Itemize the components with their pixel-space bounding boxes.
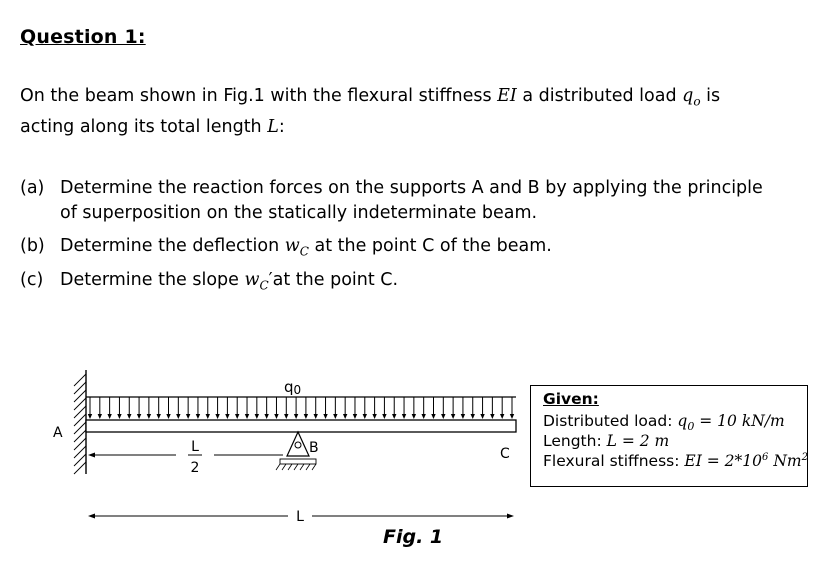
given-length-value: = 2 m [616,432,670,450]
load-arrow-head [382,414,386,419]
load-arrow-head [461,414,465,419]
given-stiffness-value: = 2*10 [701,452,763,471]
ei-symbol: EI [497,86,517,106]
part-c-wsub: C [259,278,269,293]
part-c-post: at the point C. [272,270,399,290]
load-arrow-head [176,414,180,419]
load-arrow-head [186,414,190,419]
intro-text-5: : [278,116,285,137]
load-arrow-head [451,414,455,419]
load-arrow-head [372,414,376,419]
load-arrow-head [147,414,151,419]
part-a-label: (a) [20,178,45,198]
load-arrow-head [392,414,396,419]
load-arrow-head [284,414,288,419]
load-arrow-head [431,414,435,419]
load-arrow-head [500,414,504,419]
load-arrow-head [510,414,514,419]
beam [86,420,516,432]
load-arrow-head [421,414,425,419]
load-arrow-head [343,414,347,419]
given-load-symbol: q [677,412,688,430]
load-arrow-head [304,414,308,419]
given-load-value: = 10 kN/m [694,412,785,430]
load-arrow-head [441,414,445,419]
part-c-label: (c) [20,270,44,290]
load-arrow-head [333,414,337,419]
intro-text-2: a distributed load [516,86,683,106]
part-b-wsub: C [299,244,309,259]
load-arrow-head [206,414,210,419]
intro-text-4: acting along its total length [20,116,268,137]
span-dim-arrow-right [507,514,514,519]
given-heading: Given: [543,390,599,408]
load-arrow-head [412,414,416,419]
load-arrow-head [225,414,229,419]
question-title: Question 1: [20,26,146,48]
given-length-label: Length: [543,432,607,450]
load-arrow-head [215,414,219,419]
given-load-label: Distributed load: [543,412,678,430]
given-length-symbol: L [606,432,617,450]
q-subscript: o [693,94,701,109]
load-arrow-head [137,414,141,419]
load-arrow-head [156,414,160,419]
pin-icon [295,442,301,448]
load-arrow-head [353,414,357,419]
support-a-label: A [53,425,63,441]
q-symbol: q [682,86,694,106]
load-arrow-head [402,414,406,419]
given-stiffness-symbol: EI [684,452,702,471]
given-stiffness-unit: Nm [768,452,802,471]
load-arrow-head [480,414,484,419]
load-arrow-head [107,414,111,419]
given-stiffness [543,452,808,470]
figure-caption: Fig. 1 [383,526,444,548]
intro-text-3: is [700,86,721,106]
wall-hatching [74,374,86,474]
load-arrow-head [166,414,170,419]
load-arrow-head [490,414,494,419]
load-label: q0 [284,378,302,397]
given-stiffness-exp: 6 [762,452,769,463]
part-b-post: at the point C of the beam. [308,236,552,256]
load-arrow-head [363,414,367,419]
part-a-line1: Determine the reaction forces on the supports A and B by applying the principle [60,178,763,198]
load-arrow-head [88,414,92,419]
half-numerator: L [191,439,199,455]
span-dim-arrow-left [88,514,95,519]
load-arrow-head [314,414,318,419]
load-arrow-head [245,414,249,419]
support-b-label: B [309,440,319,456]
given-stiffness-label: Flexural stiffness: [543,452,685,471]
given-load-sub: 0 [687,420,695,434]
roller-base [280,459,316,464]
load-arrow-head [323,414,327,419]
part-b-label: (b) [20,236,45,256]
part-c-w: w [244,270,260,290]
given-stiffness-unit-exp: 2 [801,452,808,463]
half-denominator: 2 [190,460,200,476]
half-dim-arrow-left [88,453,95,458]
load-arrow-head [264,414,268,419]
given-box [530,385,808,487]
load-arrow-head [117,414,121,419]
given-load [543,412,785,433]
part-a-line2: of superposition on the statically indeterminate beam. [60,203,538,223]
point-c-label: C [500,446,510,462]
support-hatching [276,464,316,470]
given-length [543,432,669,450]
load-arrow-head [196,414,200,419]
intro-text-1: On the beam shown in Fig.1 with the flexural stiffness [20,86,498,106]
part-b-pre: Determine the deflection [60,236,285,256]
load-arrow-head [294,414,298,419]
load-arrow-head [471,414,475,419]
part-c-prime: ′ [268,270,273,290]
part-c-pre: Determine the slope [60,270,245,290]
load-arrow-head [127,414,131,419]
length-symbol: L [267,116,279,137]
load-arrow-head [255,414,259,419]
load-arrow-head [235,414,239,419]
load-arrow-head [274,414,278,419]
span-label: L [296,509,304,525]
part-b-w: w [284,236,300,256]
load-arrows [88,397,514,419]
load-arrow-head [98,414,102,419]
